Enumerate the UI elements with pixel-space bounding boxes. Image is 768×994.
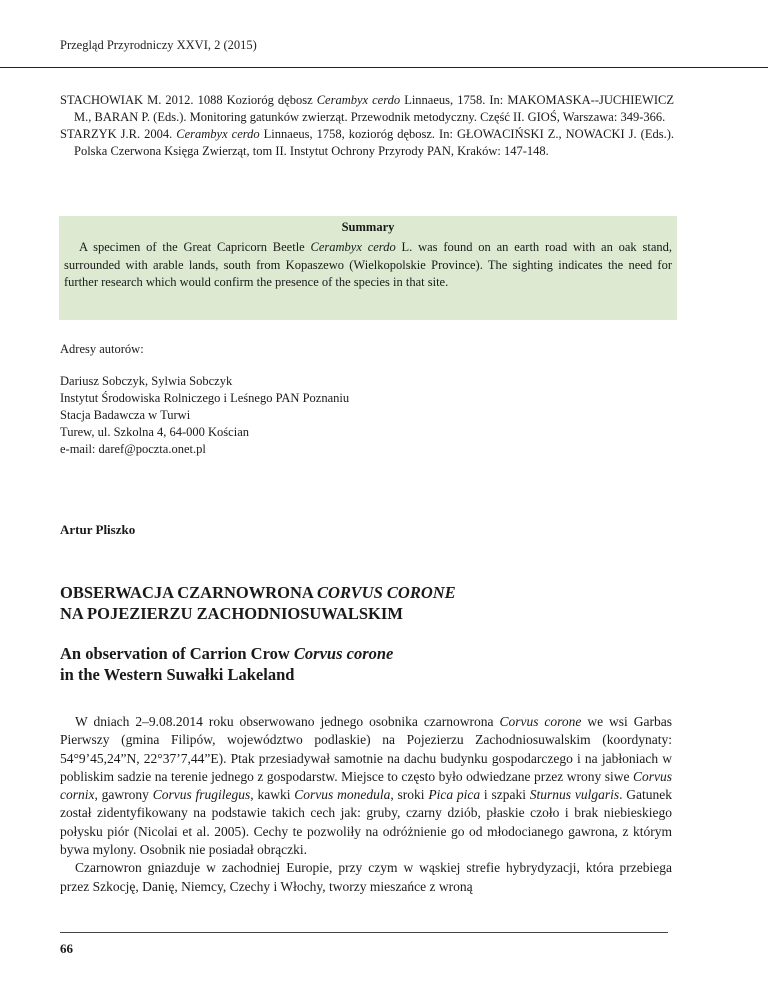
page-number: 66 [60,941,73,956]
title-text: NA POJEZIERZU ZACHODNIOSUWALSKIM [60,604,403,623]
addresses-label: Adresy autorów: [60,342,144,356]
title-text: OBSERWACJA CZARNOWRONA [60,583,318,602]
reference-text: Linnaeus, 1758, kozioróg dębosz. In: GŁOWACIŃSKI Z., NOWACKI J. (Eds.). Polska Czerwona Księga Zwierząt, tom II. Instytut Ochrony Przyrody PAN, Kraków: 147-148. [74,127,675,158]
body-text: we wsi Garbas Pierwszy (gmina Filipów, województwo podlaskie) na Pojezierzu Zachodniosuwalskim (koordynaty: 54°9’45,24”N, 22°37’7,44”E). Ptak przesiadywał samotnie na dachu budynku gospodarczego i na jabłoniach w pobliskim sadzie na terenie jednego z gospodarstw. Miejsce to często było odwiedzane przez wrony siwe [60,714,672,784]
author-address [60,373,349,458]
reference-text: STARZYK J.R. 2004. [60,127,177,141]
species-name: Corvus cornix [60,768,672,803]
summary-title: Summary [341,220,395,234]
summary-box [59,216,677,320]
title-text: An observation of Carrion Crow [60,644,294,663]
title-species: CORVUS CORONE [317,583,456,602]
summary-species: Cerambyx cerdo [310,240,396,254]
address-line: Stacja Badawcza w Turwi [60,408,191,422]
reference-item [60,126,674,160]
summary-text-part: A specimen of the Great Capricorn Beetle [79,240,311,254]
address-line: Turew, ul. Szkolna 4, 64-000 Kościan [60,425,249,439]
article-title-english [60,643,680,685]
species-name: Sturnus vulgaris [529,787,620,803]
reference-text: Linnaeus, 1758. In: MAKOMASKA--JUCHIEWICZ M., BARAN P. (Eds.). Monitoring gatunków zwierząt. Przewodnik metodyczny. Część II. GIOŚ, Warszawa: 349-366. [74,93,674,124]
body-text: , kawki [250,787,295,803]
email-line: e-mail: daref@poczta.onet.pl [60,442,206,456]
header-rule [0,67,768,68]
species-name: Corvus monedula [294,787,391,803]
running-head: Przegląd Przyrodniczy XXVI, 2 (2015) [60,38,257,52]
reference-item [60,92,674,126]
species-name: Pica pica [428,787,481,803]
address-line: Instytut Środowiska Rolniczego i Leśnego PAN Poznaniu [60,391,350,405]
summary-text-part: L. was found on an earth road with an oak stand, surrounded with arable lands, south from Kopaszewo (Wielkopolskie Province). The sighting indicates the need for further research which would confirm the presence of the species in that site. [64,240,672,289]
body-paragraph [60,713,672,859]
species-name: Corvus frugilegus [152,787,251,803]
body-text: . Gatunek został zidentyfikowany na podstawie takich cech jak: gruby, czarny dziób, płaskie czoło i brak niebieskiego połysku piór (Nicolai et al. 2005). Cechy te pozwoliły na odróżnienie go od młodocianego gawrona, z którym bywa mylony. Osobnik nie posiadał obrączki. [60,787,673,858]
title-species: Corvus corone [293,644,394,663]
article-title-polish [60,582,680,624]
reference-species: Cerambyx cerdo [176,127,260,141]
body-text: W dniach 2–9.08.2014 roku obserwowano jednego osobnika czarnowrona [75,714,500,729]
body-text: i szpaki [480,787,530,803]
address-line: Dariusz Sobczyk, Sylwia Sobczyk [60,374,233,388]
article-author: Artur Pliszko [60,522,136,537]
body-text: , sroki [390,787,429,803]
body-text: , gawrony [94,787,153,803]
body-paragraph: Czarnowron gniazduje w zachodniej Europie, przy czym w wąskiej strefie hybrydyzacji, która przebiega przez Szkocję, Danię, Niemcy, Czechy i Włochy, tworzy mieszańce z wroną [60,860,672,894]
summary-text [64,239,672,292]
title-text: in the Western Suwałki Lakeland [60,665,295,684]
reference-text: STACHOWIAK M. 2012. 1088 Kozioróg dębosz [60,93,317,107]
article-body [60,713,672,896]
footer-rule [60,932,668,933]
reference-species: Cerambyx cerdo [316,93,401,107]
species-name: Corvus corone [499,714,582,729]
references-list [60,92,674,160]
